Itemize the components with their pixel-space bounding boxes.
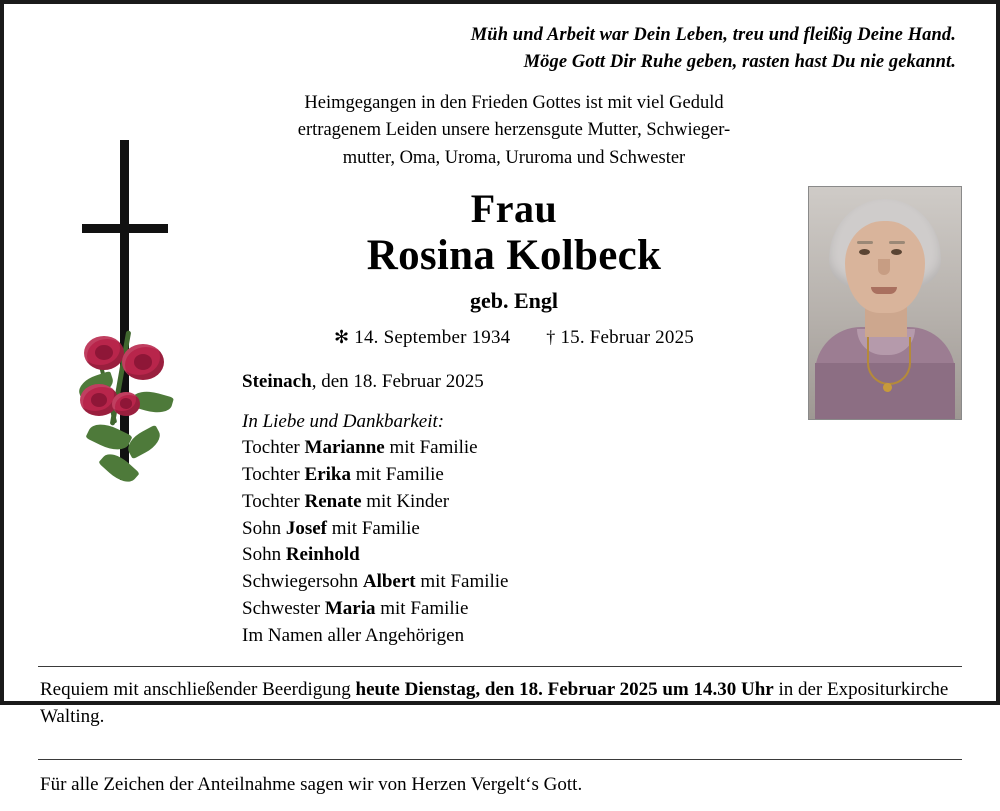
list-item xyxy=(242,569,788,596)
intro-text xyxy=(240,90,788,173)
place-date: , den 18. Februar 2025 xyxy=(311,370,484,392)
photo-necklace xyxy=(867,337,911,385)
intro-line-1: Heimgegangen in den Frieden Gottes ist mit viel Geduld xyxy=(304,92,724,113)
cross-vertical-bar xyxy=(120,140,129,480)
photo-eyebrow-left xyxy=(857,241,873,244)
rose-leaf-4 xyxy=(123,424,164,459)
list-item xyxy=(242,489,788,516)
photo-eye-left xyxy=(859,249,870,255)
death-date: 15. Februar 2025 xyxy=(560,326,694,348)
relative-name: Albert xyxy=(362,571,416,593)
relation-suffix: mit Familie xyxy=(326,517,420,539)
maiden-name: geb. Engl xyxy=(469,287,559,313)
list-item xyxy=(242,596,788,623)
notice-body xyxy=(38,90,962,651)
deceased-name-block xyxy=(240,187,788,314)
gratitude-heading: In Liebe und Dankbarkeit: xyxy=(242,410,445,432)
relative-name: Reinhold xyxy=(285,544,360,566)
relation-suffix: mit Familie xyxy=(375,598,469,620)
relation-suffix: mit Familie xyxy=(415,571,509,593)
portrait-photo xyxy=(808,186,962,420)
rose-flower-4 xyxy=(112,392,140,416)
relative-name: Erika xyxy=(304,463,351,485)
relation-suffix: mit Familie xyxy=(350,463,444,485)
rose-flower-1 xyxy=(84,336,124,370)
relation-label: Tochter xyxy=(242,436,305,458)
relative-name: Maria xyxy=(324,598,376,620)
requiem-text-before: Requiem mit anschließender Beerdigung xyxy=(40,679,356,701)
birth-date: 14. September 1934 xyxy=(354,326,511,348)
life-dates xyxy=(240,327,788,349)
requiem-note xyxy=(38,667,962,743)
relation-label: Im Namen aller Angehörigen xyxy=(242,625,465,647)
salutation: Frau xyxy=(470,185,558,231)
intro-line-3: mutter, Oma, Uroma, Ururoma und Schwester xyxy=(342,148,686,169)
list-item xyxy=(242,462,788,489)
photo-mouth xyxy=(871,287,897,294)
cross-symbol-icon: † xyxy=(546,326,556,347)
relation-suffix: mit Kinder xyxy=(361,490,450,512)
relation-label: Tochter xyxy=(242,463,305,485)
photo-eye-right xyxy=(891,249,902,255)
photo-eyebrow-right xyxy=(889,241,905,244)
requiem-text-after: in der Expositurkirche Walting. xyxy=(40,679,949,728)
relation-label: Sohn xyxy=(242,517,286,539)
relation-label: Tochter xyxy=(242,490,305,512)
relative-name: Marianne xyxy=(304,436,385,458)
list-item xyxy=(242,542,788,569)
place-name: Steinach xyxy=(242,370,312,392)
rose-flower-2 xyxy=(122,344,164,380)
family-list xyxy=(240,435,788,651)
relative-name: Renate xyxy=(304,490,362,512)
relation-label: Schwester xyxy=(242,598,325,620)
notice-content xyxy=(4,4,996,796)
relative-name: Josef xyxy=(285,517,327,539)
intro-line-2: ertragenem Leiden unsere herzensgute Mutter, Schwieger- xyxy=(297,120,731,141)
thanks-note: Für alle Zeichen der Anteilnahme sagen wir von Herzen Vergelt‘s Gott. xyxy=(40,774,583,796)
photo-column xyxy=(794,90,962,420)
list-item xyxy=(242,435,788,462)
relation-label: Schwiegersohn xyxy=(242,571,363,593)
deceased-name: Rosina Kolbeck xyxy=(366,231,662,279)
relation-label: Sohn xyxy=(242,544,286,566)
motto-verse xyxy=(38,22,962,76)
motto-line-1: Müh und Arbeit war Dein Leben, treu und fleißig Deine Hand. xyxy=(470,25,956,45)
relation-suffix: mit Familie xyxy=(384,436,478,458)
list-item xyxy=(242,623,788,650)
cross-column xyxy=(38,90,234,500)
center-column xyxy=(234,90,794,651)
motto-line-2: Möge Gott Dir Ruhe geben, rasten hast Du nie gekannt. xyxy=(523,51,956,72)
photo-nose xyxy=(878,259,890,275)
photo-necklace-pendant xyxy=(883,383,892,392)
place-and-date-line xyxy=(240,371,788,393)
list-item xyxy=(242,516,788,543)
requiem-datetime: heute Dienstag, den 18. Februar 2025 um 14.30 Uhr xyxy=(355,679,774,701)
birth-symbol-icon: ✻ xyxy=(334,326,350,347)
cross-with-roses-icon xyxy=(66,140,206,500)
cross-horizontal-bar xyxy=(82,224,168,233)
